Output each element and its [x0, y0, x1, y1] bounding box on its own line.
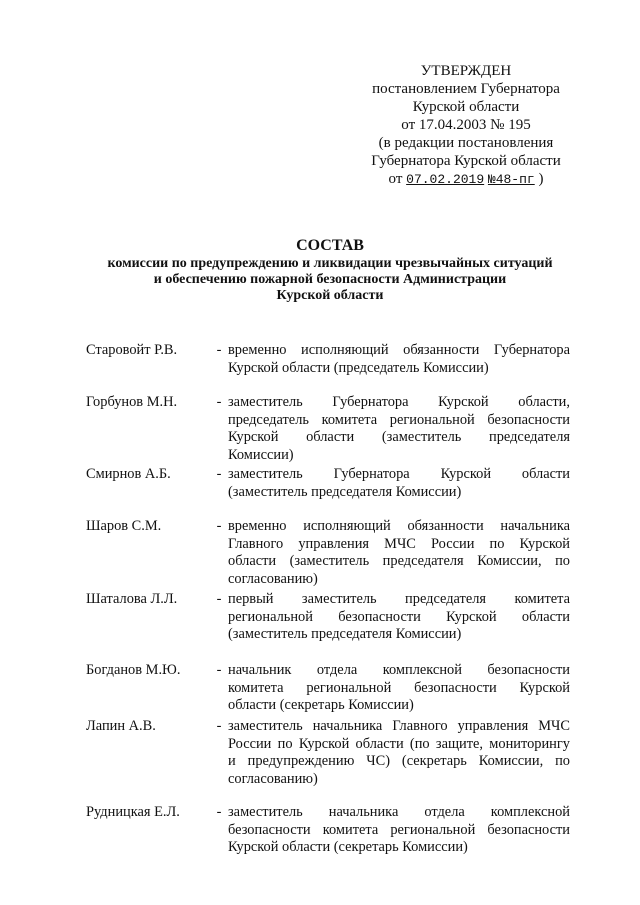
- member-position: [228, 804, 570, 857]
- member-position: [228, 662, 570, 715]
- member-position: [228, 394, 570, 464]
- member-dash: -: [216, 662, 222, 678]
- member-dash: -: [216, 394, 222, 410]
- member-position-line: безопасности комитета региональной безопасности: [228, 821, 570, 838]
- member-position: [228, 466, 570, 501]
- member-position-line: заместитель начальника отдела комплексной: [228, 804, 570, 820]
- member-row: [86, 394, 570, 464]
- member-position-line: области (заместитель председателя Комиссии, по: [228, 553, 570, 569]
- approval-date-line: [355, 170, 577, 189]
- member-position-line: и предупреждению ЧС) (секретарь Комиссии, по: [228, 753, 570, 769]
- member-dash: -: [216, 466, 222, 482]
- member-row: [86, 718, 570, 788]
- member-position-line: заместитель Губернатора Курской области,: [228, 394, 570, 410]
- member-dash: -: [216, 591, 222, 607]
- member-position-line: комитета региональной безопасности Курской: [228, 679, 570, 696]
- member-position-line: первый заместитель председателя комитета: [228, 591, 570, 607]
- member-position-line: заместитель Губернатора Курской области: [228, 466, 570, 482]
- approval-date: 07.02.2019: [406, 172, 485, 187]
- member-position: [228, 518, 570, 588]
- member-position-line: Курской области (секретарь Комиссии): [228, 839, 468, 855]
- heading-line: комиссии по предупреждению и ликвидации чрезвычайных ситуаций: [107, 256, 553, 271]
- member-name: Шаров С.М.: [86, 518, 162, 534]
- member-name: Лапин А.В.: [86, 718, 156, 734]
- member-dash: -: [216, 718, 222, 734]
- member-row: [86, 342, 570, 377]
- member-position-line: Курской области (председатель Комиссии): [228, 359, 489, 376]
- member-dash: -: [216, 804, 222, 820]
- member-position-line: области (секретарь Комиссии): [228, 697, 414, 713]
- member-position: [228, 718, 570, 788]
- approval-line: (в редакции постановления: [378, 135, 554, 151]
- member-position-line: России по Курской области (по защите, мониторингу: [228, 735, 570, 752]
- member-row: [86, 518, 570, 588]
- member-position-line: (заместитель председателя Комиссии): [228, 483, 462, 500]
- member-name: Старовойт Р.В.: [86, 342, 178, 358]
- member-row: [86, 662, 570, 715]
- member-position-line: заместитель начальника Главного управления МЧС: [228, 718, 570, 734]
- member-row: [86, 466, 570, 501]
- approval-line: Курской области: [412, 99, 520, 115]
- member-name: Шаталова Л.Л.: [86, 591, 178, 607]
- document-heading: [60, 238, 600, 304]
- member-position-line: Курской области (заместитель председателя: [228, 429, 570, 445]
- member-position-line: согласованию): [228, 770, 318, 787]
- member-dash: -: [216, 518, 222, 534]
- document-title: СОСТАВ: [296, 237, 364, 254]
- member-position-line: региональной безопасности Курской области: [228, 608, 570, 625]
- approval-line: УТВЕРЖДЕН: [420, 63, 512, 79]
- member-name: Смирнов А.Б.: [86, 466, 171, 482]
- member-position-line: (заместитель председателя Комиссии): [228, 626, 462, 642]
- approval-number: №48-пг: [487, 172, 535, 187]
- heading-line: Курской области: [276, 288, 384, 303]
- member-position-line: временно исполняющий обязанности начальника: [228, 518, 570, 534]
- approval-stamp: [355, 62, 577, 189]
- member-position-line: временно исполняющий обязанности Губернатора: [228, 342, 570, 358]
- member-position-line: согласованию): [228, 570, 318, 587]
- member-position-line: Комиссии): [228, 446, 294, 463]
- member-row: [86, 804, 570, 857]
- date-prefix: от: [388, 171, 403, 187]
- member-name: Рудницкая Е.Л.: [86, 804, 180, 820]
- member-position: [228, 591, 570, 644]
- member-row: [86, 591, 570, 644]
- approval-line: Губернатора Курской области: [371, 153, 561, 169]
- member-name: Горбунов М.Н.: [86, 394, 178, 410]
- member-name: Богданов М.Ю.: [86, 662, 181, 678]
- member-position-line: председатель комитета региональной безопасности: [228, 411, 570, 428]
- approval-line: от 17.04.2003 № 195: [401, 117, 531, 133]
- member-dash: -: [216, 342, 222, 358]
- member-position-line: Главного управления МЧС России по Курской: [228, 535, 570, 552]
- date-suffix: ): [538, 171, 544, 187]
- approval-line: постановлением Губернатора: [372, 81, 560, 97]
- heading-line: и обеспечению пожарной безопасности Администрации: [153, 272, 507, 287]
- member-position: [228, 342, 570, 377]
- member-position-line: начальник отдела комплексной безопасности: [228, 662, 570, 678]
